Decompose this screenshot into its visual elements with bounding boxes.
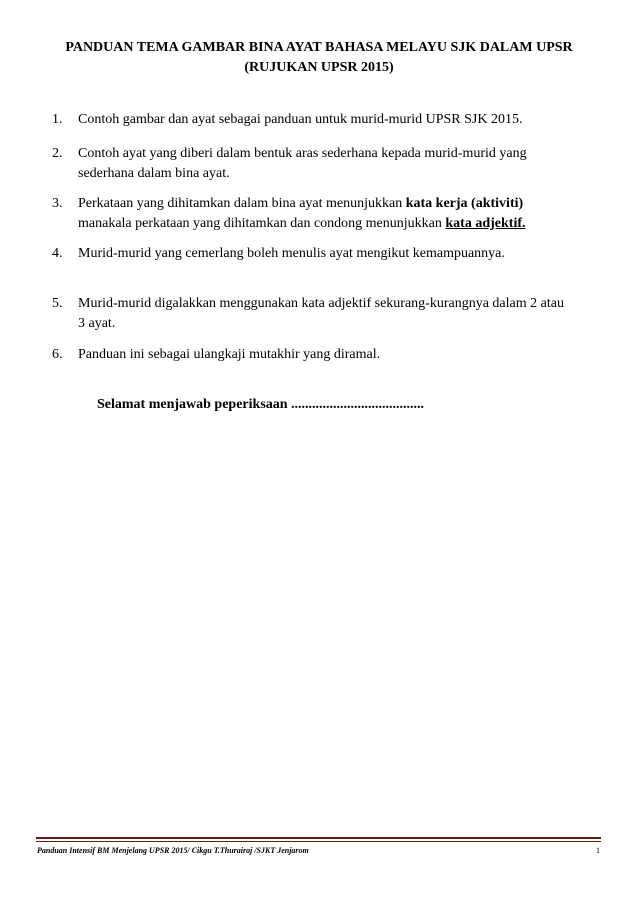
list-item-number: 1.	[52, 112, 63, 127]
list-item-line	[78, 194, 602, 214]
footer-divider	[36, 837, 601, 839]
list-item-number: 6.	[52, 347, 63, 362]
list-item-number: 4.	[52, 246, 63, 261]
list-item-line-text: manakala perkataan yang dihitamkan dan condong menunjukkan	[78, 216, 446, 231]
list-item-line: Contoh gambar dan ayat sebagai panduan untuk murid-murid UPSR SJK 2015.	[78, 112, 523, 127]
list-item-text	[78, 194, 602, 234]
list-item-text	[78, 345, 602, 365]
list-item-number: 2.	[52, 146, 63, 161]
document-subtitle: (RUJUKAN UPSR 2015)	[244, 60, 394, 75]
list-item-line: Murid-murid yang cemerlang boleh menulis ayat mengikut kemampuannya.	[78, 246, 505, 261]
list-item-number: 3.	[52, 196, 63, 211]
list-item-line	[78, 214, 602, 234]
list-item-line-text: Perkataan yang dihitamkan dalam bina ayat menunjukkan	[78, 196, 406, 211]
list-item-number: 5.	[52, 296, 63, 311]
list-item-line: sederhana dalam bina ayat.	[78, 166, 230, 181]
list-item-text	[78, 110, 602, 130]
kata-kerja-emphasis: kata kerja (aktiviti)	[405, 196, 524, 211]
list-item-line: Panduan ini sebagai ulangkaji mutakhir yang diramal.	[78, 347, 381, 362]
list-item-line: Murid-murid digalakkan menggunakan kata adjektif sekurang-kurangnya dalam 2 atau	[78, 296, 564, 311]
list-item-line: Contoh ayat yang diberi dalam bentuk aras sederhana kepada murid-murid yang	[78, 146, 527, 161]
list-item-text	[78, 294, 602, 334]
list-item-text	[78, 144, 602, 184]
document-title: PANDUAN TEMA GAMBAR BINA AYAT BAHASA MELAYU SJK DALAM UPSR	[65, 40, 573, 55]
footer-divider-thin	[36, 841, 601, 842]
kata-adjektif-emphasis: kata adjektif.	[445, 216, 526, 231]
greeting-text: Selamat menjawab peperiksaan ......................................	[97, 397, 425, 412]
footer-text: Panduan Intensif BM Menjelang UPSR 2015/ Cikgu T.Thurairaj /SJKT Jenjarom	[37, 846, 309, 855]
page-number: 1	[596, 846, 600, 855]
list-item-text	[78, 244, 602, 264]
list-item-line: 3 ayat.	[78, 316, 116, 331]
